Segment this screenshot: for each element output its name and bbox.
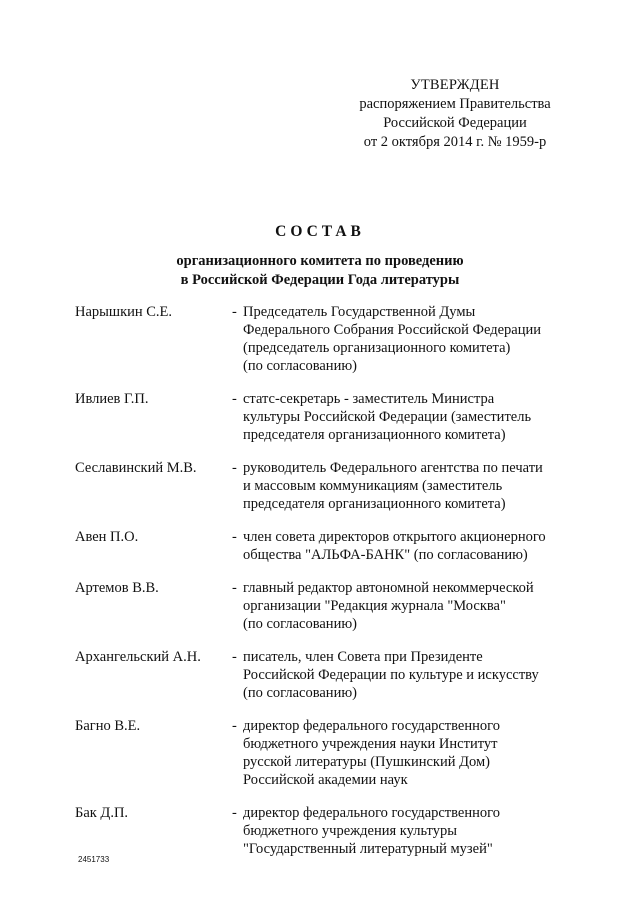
document-number: 2451733 [78,855,110,864]
member-role: статс-секретарь - заместитель Министра культуры Российской Федерации (заместитель председателя организационного комитета) [243,391,532,443]
document-subtitle [0,252,640,290]
member-row [75,303,575,375]
member-role: директор федерального государственного бюджетного учреждения науки Институт русской литературы (Пушкинский Дом) Российской академии наук [243,718,500,788]
member-dash: - [232,391,237,407]
document-title: СОСТАВ [275,223,365,240]
member-name: Сеславинский М.В. [75,460,197,476]
member-role: руководитель Федерального агентства по печати и массовым коммуникациям (заместитель председателя организационного комитета) [243,460,543,512]
subtitle-line-2: в Российской Федерации Года литературы [180,272,460,288]
member-role: главный редактор автономной некоммерческой организации "Редакция журнала "Москва" (по согласованию) [243,580,534,632]
member-dash: - [232,718,237,734]
document-title-block [0,222,640,290]
approval-line-3: от 2 октября 2014 г. № 1959-р [363,134,547,150]
member-list [75,303,575,873]
member-row [75,648,575,702]
member-dash: - [232,805,237,821]
approval-heading: УТВЕРЖДЕН [410,77,500,93]
member-dash: - [232,460,237,476]
member-row [75,804,575,858]
member-role: член совета директоров открытого акционерного общества "АЛЬФА-БАНК" (по согласованию) [243,529,546,563]
member-row [75,528,575,564]
member-name: Нарышкин С.Е. [75,304,173,320]
member-dash: - [232,529,237,545]
member-row [75,459,575,513]
member-name: Архангельский А.Н. [75,649,201,665]
member-name: Авен П.О. [75,529,139,545]
member-row [75,390,575,444]
subtitle-line-1: организационного комитета по проведению [176,253,464,269]
member-name: Ивлиев Г.П. [75,391,149,407]
member-name: Артемов В.В. [75,580,159,596]
member-role: директор федерального государственного бюджетного учреждения культуры "Государственный литературный музей" [243,805,500,857]
member-row [75,579,575,633]
member-role: Председатель Государственной Думы Федерального Собрания Российской Федерации (председатель организационного комитета) (по согласованию) [243,304,542,374]
member-dash: - [232,580,237,596]
member-dash: - [232,649,237,665]
approval-stamp [330,76,580,152]
member-dash: - [232,304,237,320]
member-name: Багно В.Е. [75,718,141,734]
member-row [75,717,575,789]
member-name: Бак Д.П. [75,805,129,821]
member-role: писатель, член Совета при Президенте Российской Федерации по культуре и искусству (по согласованию) [243,649,539,701]
approval-line-2: Российской Федерации [383,115,527,131]
approval-line-1: распоряжением Правительства [359,96,551,112]
